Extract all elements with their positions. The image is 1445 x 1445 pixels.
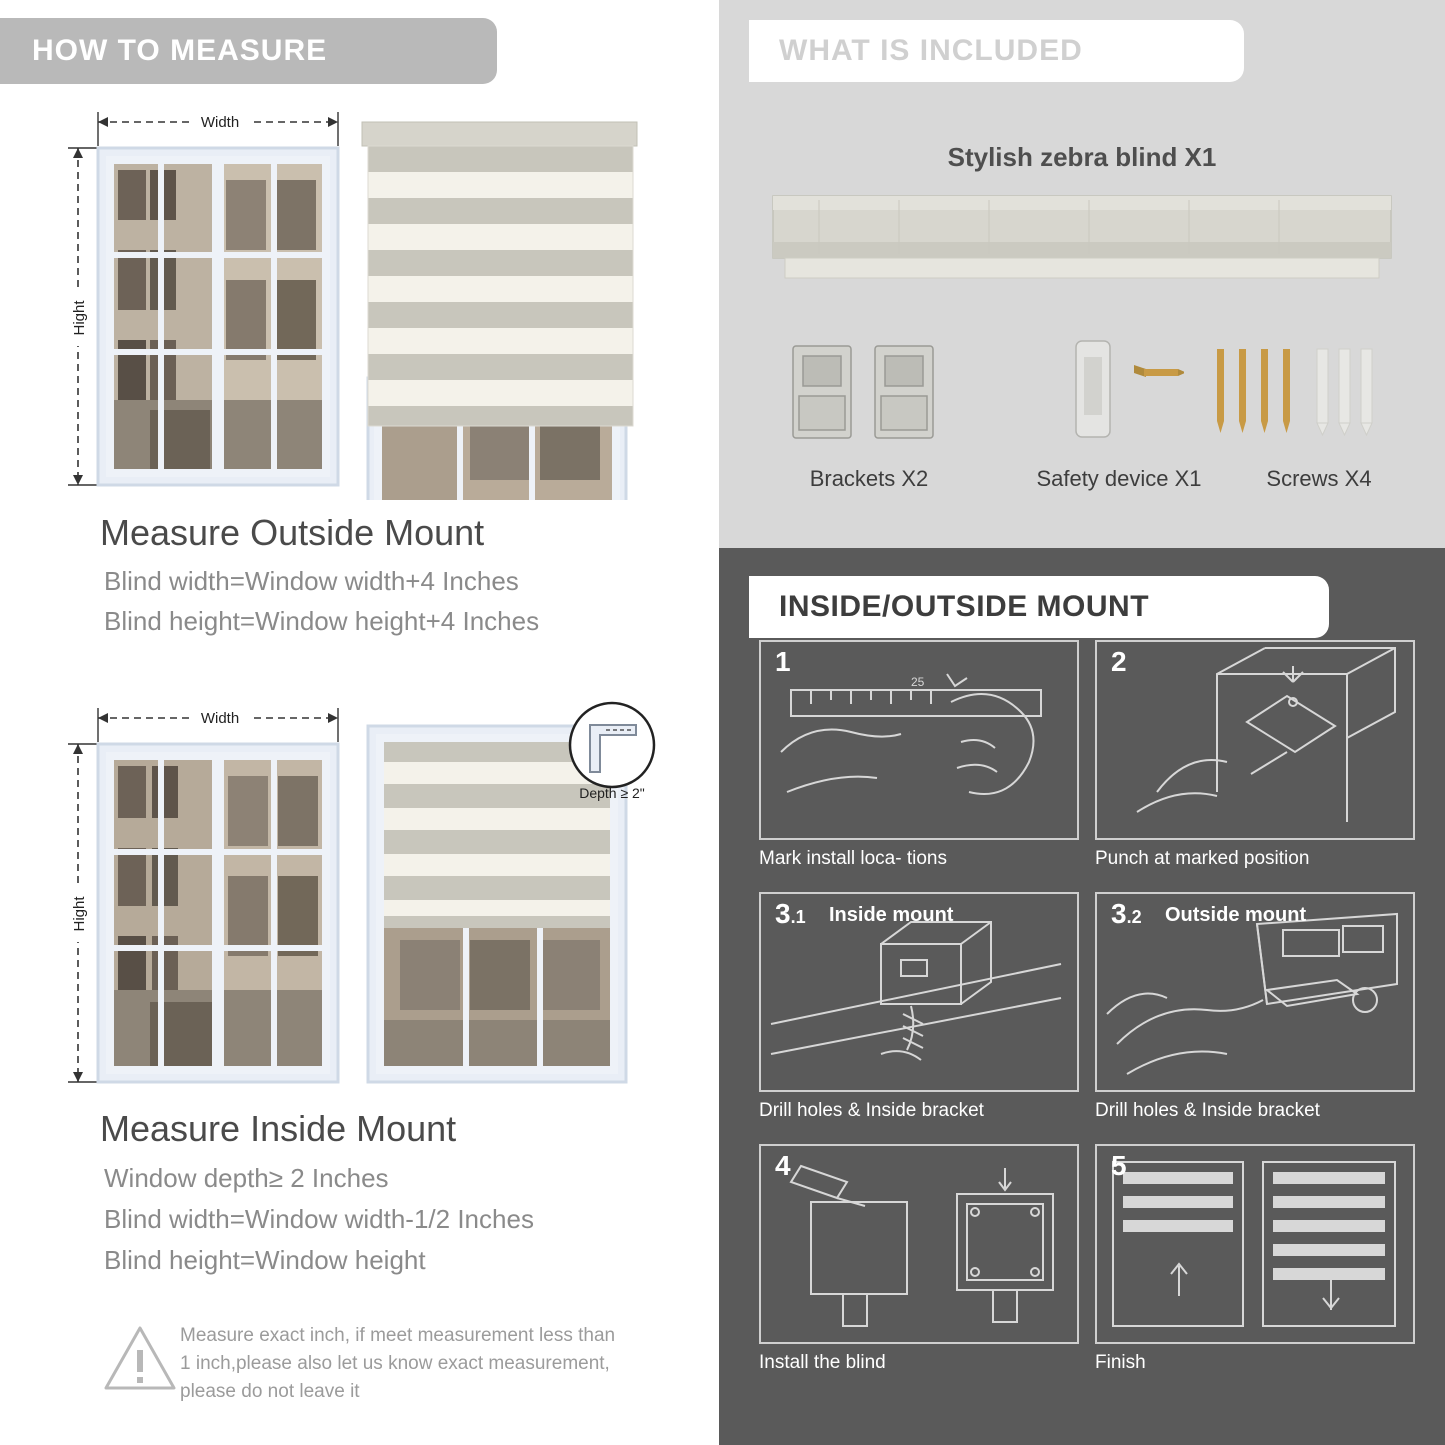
main-item-label: Stylish zebra blind X1 [947, 142, 1217, 172]
step-3-1-number [775, 898, 806, 930]
part-label-screws: Screws X4 [1266, 466, 1372, 491]
brackets-parts-illustration [779, 340, 959, 450]
outside-mount-line-1: Blind width=Window width+4 Inches [104, 566, 519, 596]
how-to-measure-ribbon [0, 18, 497, 84]
step-3-1-num-main: 3 [775, 898, 791, 929]
step-1-number: 1 [775, 646, 791, 677]
inside-mount-title: Measure Inside Mount [100, 1108, 457, 1149]
step-4-image [759, 1144, 1079, 1344]
svg-text:Width: Width [200, 114, 240, 131]
outside-mount-title: Measure Outside Mount [100, 512, 485, 553]
step-5-image [1095, 1144, 1415, 1344]
svg-text:Hight: Hight [71, 896, 88, 932]
step-5-number: 5 [1111, 1150, 1127, 1181]
step-2-number: 2 [1111, 646, 1127, 677]
what-is-included-ribbon [749, 20, 1244, 82]
inside-mount-illustration [0, 690, 712, 1100]
svg-text:Width: Width [200, 710, 240, 727]
step-4-caption: Install the blind [759, 1352, 886, 1373]
step-2-caption: Punch at marked position [1095, 848, 1310, 869]
svg-text:Hight: Hight [71, 300, 88, 336]
screws-illustration [1209, 335, 1399, 450]
step-5-caption: Finish [1095, 1352, 1146, 1373]
step-3-2-num-main: 3 [1111, 898, 1127, 929]
inside-outside-mount-title: INSIDE/OUTSIDE MOUNT [779, 590, 1150, 623]
outside-mount-line-2: Blind height=Window height+4 Inches [104, 606, 540, 636]
step-3-2-num-sub: .2 [1126, 907, 1142, 927]
inside-mount-line-2: Blind width=Window width-1/2 Inches [104, 1204, 534, 1234]
step-3-2-tag: Outside mount [1165, 904, 1307, 926]
step-3-1-tag: Inside mount [829, 904, 954, 926]
inside-mount-diagram [0, 690, 712, 1100]
what-is-included-panel [719, 0, 1445, 548]
step-1-image [759, 640, 1079, 840]
step-3-1-caption: Drill holes & Inside bracket [759, 1100, 984, 1121]
outside-mount-illustration [0, 100, 712, 500]
step-3-1-num-sub: .1 [790, 907, 806, 927]
part-label-brackets: Brackets X2 [809, 466, 929, 491]
measure-warning-note: Measure exact inch, if meet measurement less than 1 inch,please also let us know exact measurement, please do not leave it [180, 1325, 616, 1402]
step-2-image [1095, 640, 1415, 840]
step-3-2-number [1111, 898, 1142, 930]
inside-mount-line-3: Blind height=Window height [104, 1245, 426, 1275]
inside-mount-line-1: Window depth≥ 2 Inches [104, 1163, 389, 1193]
step-1-caption: Mark install loca- tions [759, 848, 947, 869]
svg-text:Depth ≥ 2": Depth ≥ 2" [579, 785, 645, 801]
safety-device-illustration [1054, 335, 1184, 450]
what-is-included-title: WHAT IS INCLUDED [779, 34, 1083, 67]
warning-icon [102, 1322, 178, 1394]
step-3-2-caption: Drill holes & Inside bracket [1095, 1100, 1320, 1121]
step-4-number: 4 [775, 1150, 791, 1181]
how-to-measure-title: HOW TO MEASURE [32, 34, 328, 67]
inside-outside-mount-ribbon [749, 576, 1329, 638]
part-label-safety-device: Safety device X1 [1036, 466, 1202, 491]
inside-outside-mount-panel [719, 548, 1445, 1445]
svg-text:25: 25 [911, 675, 925, 689]
how-to-measure-panel [0, 0, 712, 1445]
zebra-blind-illustration [759, 190, 1405, 300]
outside-mount-diagram [0, 100, 712, 500]
